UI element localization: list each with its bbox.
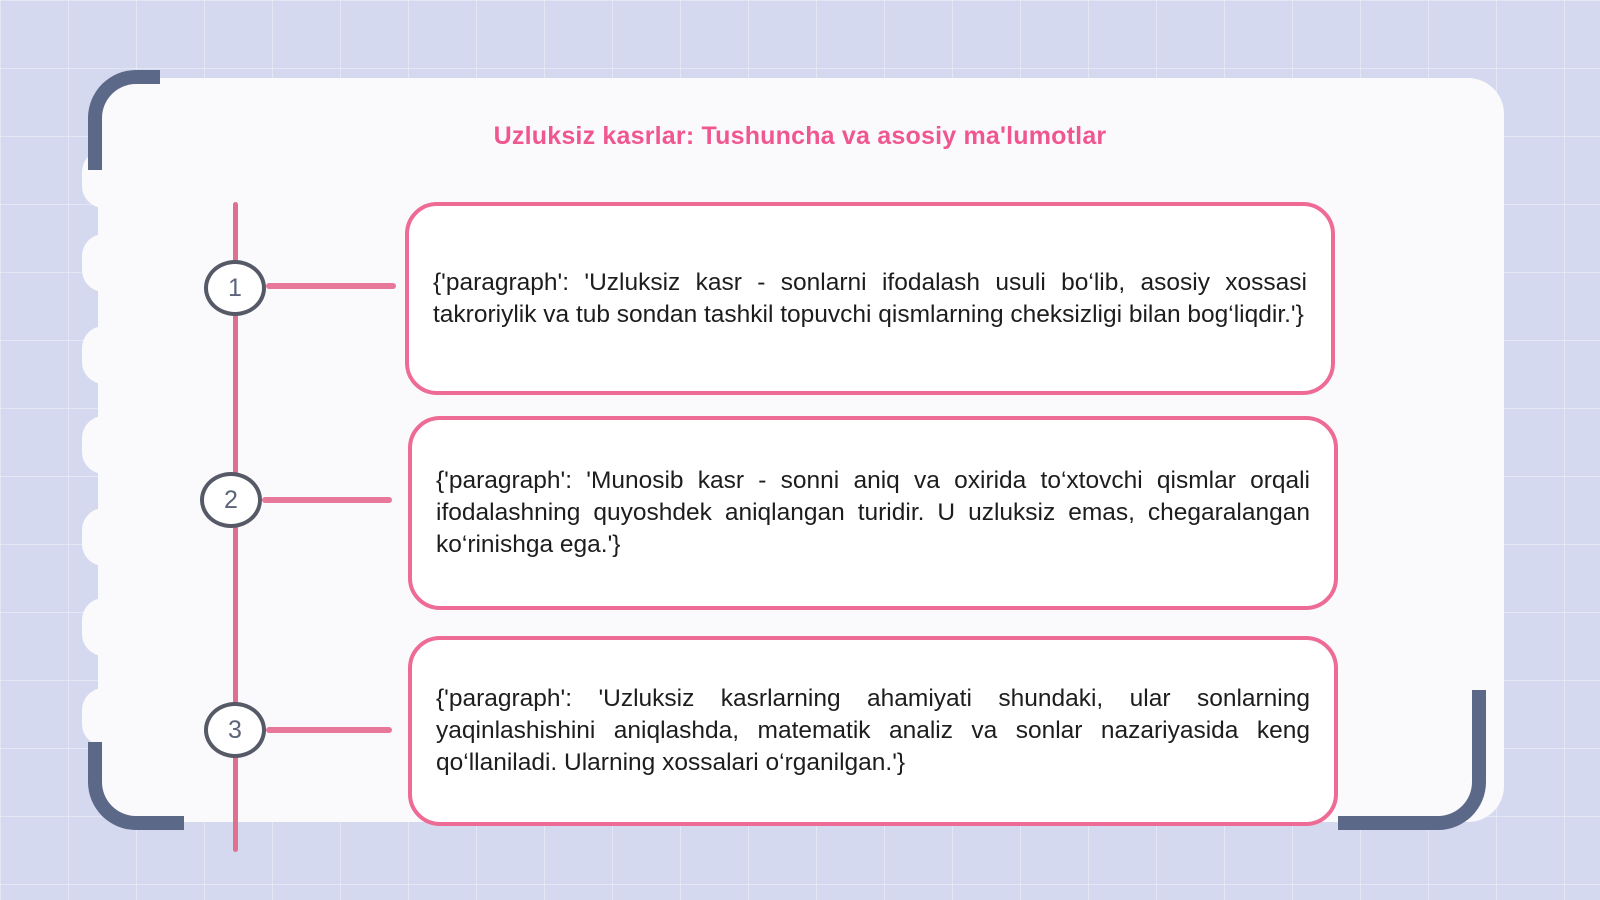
step-paragraph: {'paragraph': 'Munosib kasr - sonni aniq va oxirida to‘xtovchi qismlar orqali ifodalashning quyoshdek aniqlangan turidir. U uzluksiz emas, chegaralangan ko‘rinishga ega.'}	[436, 467, 1310, 558]
card-notch	[82, 416, 126, 474]
card-notch	[82, 688, 126, 746]
card-notch	[82, 598, 126, 656]
step-connector	[266, 283, 396, 289]
step-number-badge: 3	[204, 702, 266, 758]
frame-corner-top-left	[88, 70, 160, 170]
frame-corner-bottom-right	[1338, 690, 1486, 830]
step-text-box	[408, 416, 1338, 610]
step-number-badge: 2	[200, 472, 262, 528]
step-text-box	[408, 636, 1338, 826]
step-connector	[266, 727, 392, 733]
card-notch	[82, 234, 126, 292]
step-paragraph: {'paragraph': 'Uzluksiz kasr - sonlarni ifodalash usuli bo‘lib, asosiy xossasi takroriylik va tub sondan tashkil topuvchi qismlarning cheksizligi bilan bog‘liqdir.'}	[433, 268, 1307, 328]
frame-corner-bottom-left	[88, 742, 184, 830]
slide-title: Uzluksiz kasrlar: Tushuncha va asosiy ma'lumotlar	[493, 122, 1107, 150]
card-notch	[82, 508, 126, 566]
step-text-box	[405, 202, 1335, 395]
card-notch	[82, 326, 126, 384]
step-paragraph: {'paragraph': 'Uzluksiz kasrlarning ahamiyati shundaki, ular sonlarning yaqinlashishini aniqlashda, matematik analiz va sonlar nazariyasida keng qo‘llaniladi. Ularning xossalari o‘rganilgan.'}	[436, 685, 1310, 776]
step-connector	[262, 497, 392, 503]
step-number-badge: 1	[204, 260, 266, 316]
